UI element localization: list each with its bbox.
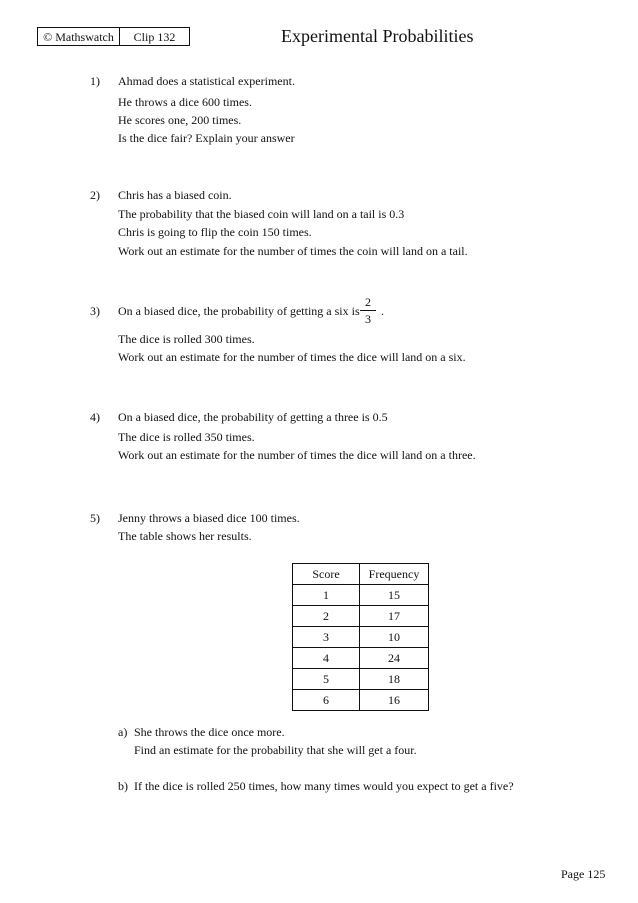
question-3-intro: On a biased dice, the probability of getting a six is (118, 304, 360, 318)
table-row (293, 585, 429, 606)
frequency-cell: 24 (360, 648, 429, 669)
frequency-cell: 18 (360, 669, 429, 690)
question-1-line: Is the dice fair? Explain your answer (118, 131, 295, 145)
frequency-cell: 10 (360, 627, 429, 648)
question-5-line: The table shows her results. (118, 529, 252, 543)
question-4-line: On a biased dice, the probability of getting a three is 0.5 (118, 410, 388, 424)
question-1-number: 1) (90, 74, 100, 88)
score-cell: 1 (293, 585, 360, 606)
table-header-row (293, 564, 429, 585)
page-title: Experimental Probabilities (281, 26, 474, 46)
column-header-frequency: Frequency (360, 564, 429, 585)
fraction-bar (360, 310, 376, 311)
table-row (293, 606, 429, 627)
question-2-line: The probability that the biased coin will land on a tail is 0.3 (118, 207, 405, 221)
page-number: Page 125 (561, 867, 606, 881)
frequency-cell: 16 (360, 690, 429, 711)
score-cell: 4 (293, 648, 360, 669)
question-2-line: Work out an estimate for the number of times the coin will land on a tail. (118, 244, 468, 258)
table-row (293, 690, 429, 711)
question-4-line: Work out an estimate for the number of times the dice will land on a three. (118, 448, 476, 462)
probability-fraction (360, 295, 376, 326)
part-a-line: Find an estimate for the probability that she will get a four. (134, 743, 417, 757)
question-2-line: Chris has a biased coin. (118, 188, 232, 202)
question-3-line: Work out an estimate for the number of times the dice will land on a six. (118, 350, 466, 364)
score-cell: 6 (293, 690, 360, 711)
part-b-line: If the dice is rolled 250 times, how many times would you expect to get a five? (134, 779, 514, 793)
score-cell: 3 (293, 627, 360, 648)
table-row (293, 648, 429, 669)
question-3-number: 3) (90, 304, 100, 318)
question-2-line: Chris is going to flip the coin 150 times. (118, 225, 312, 239)
table-row (293, 669, 429, 690)
frequency-cell: 17 (360, 606, 429, 627)
question-5-number: 5) (90, 511, 100, 525)
clip-label: Clip 132 (119, 27, 190, 46)
question-4-line: The dice is rolled 350 times. (118, 430, 255, 444)
column-header-score: Score (293, 564, 360, 585)
score-cell: 2 (293, 606, 360, 627)
question-3-line: The dice is rolled 300 times. (118, 332, 255, 346)
question-2-number: 2) (90, 188, 100, 202)
brand-label: © Mathswatch (37, 27, 120, 46)
fraction-denominator: 3 (365, 312, 371, 326)
question-3-intro-end: . (381, 304, 384, 318)
table-row (293, 627, 429, 648)
part-a-line: She throws the dice once more. (134, 725, 285, 739)
frequency-cell: 15 (360, 585, 429, 606)
fraction-numerator: 2 (365, 295, 371, 309)
score-cell: 5 (293, 669, 360, 690)
results-table (292, 563, 429, 711)
question-1-line: He scores one, 200 times. (118, 113, 242, 127)
question-1-line: Ahmad does a statistical experiment. (118, 74, 295, 88)
part-a-label: a) (118, 725, 128, 739)
part-b-label: b) (118, 779, 128, 793)
question-5-line: Jenny throws a biased dice 100 times. (118, 511, 300, 525)
question-1-line: He throws a dice 600 times. (118, 95, 252, 109)
question-4-number: 4) (90, 410, 100, 424)
